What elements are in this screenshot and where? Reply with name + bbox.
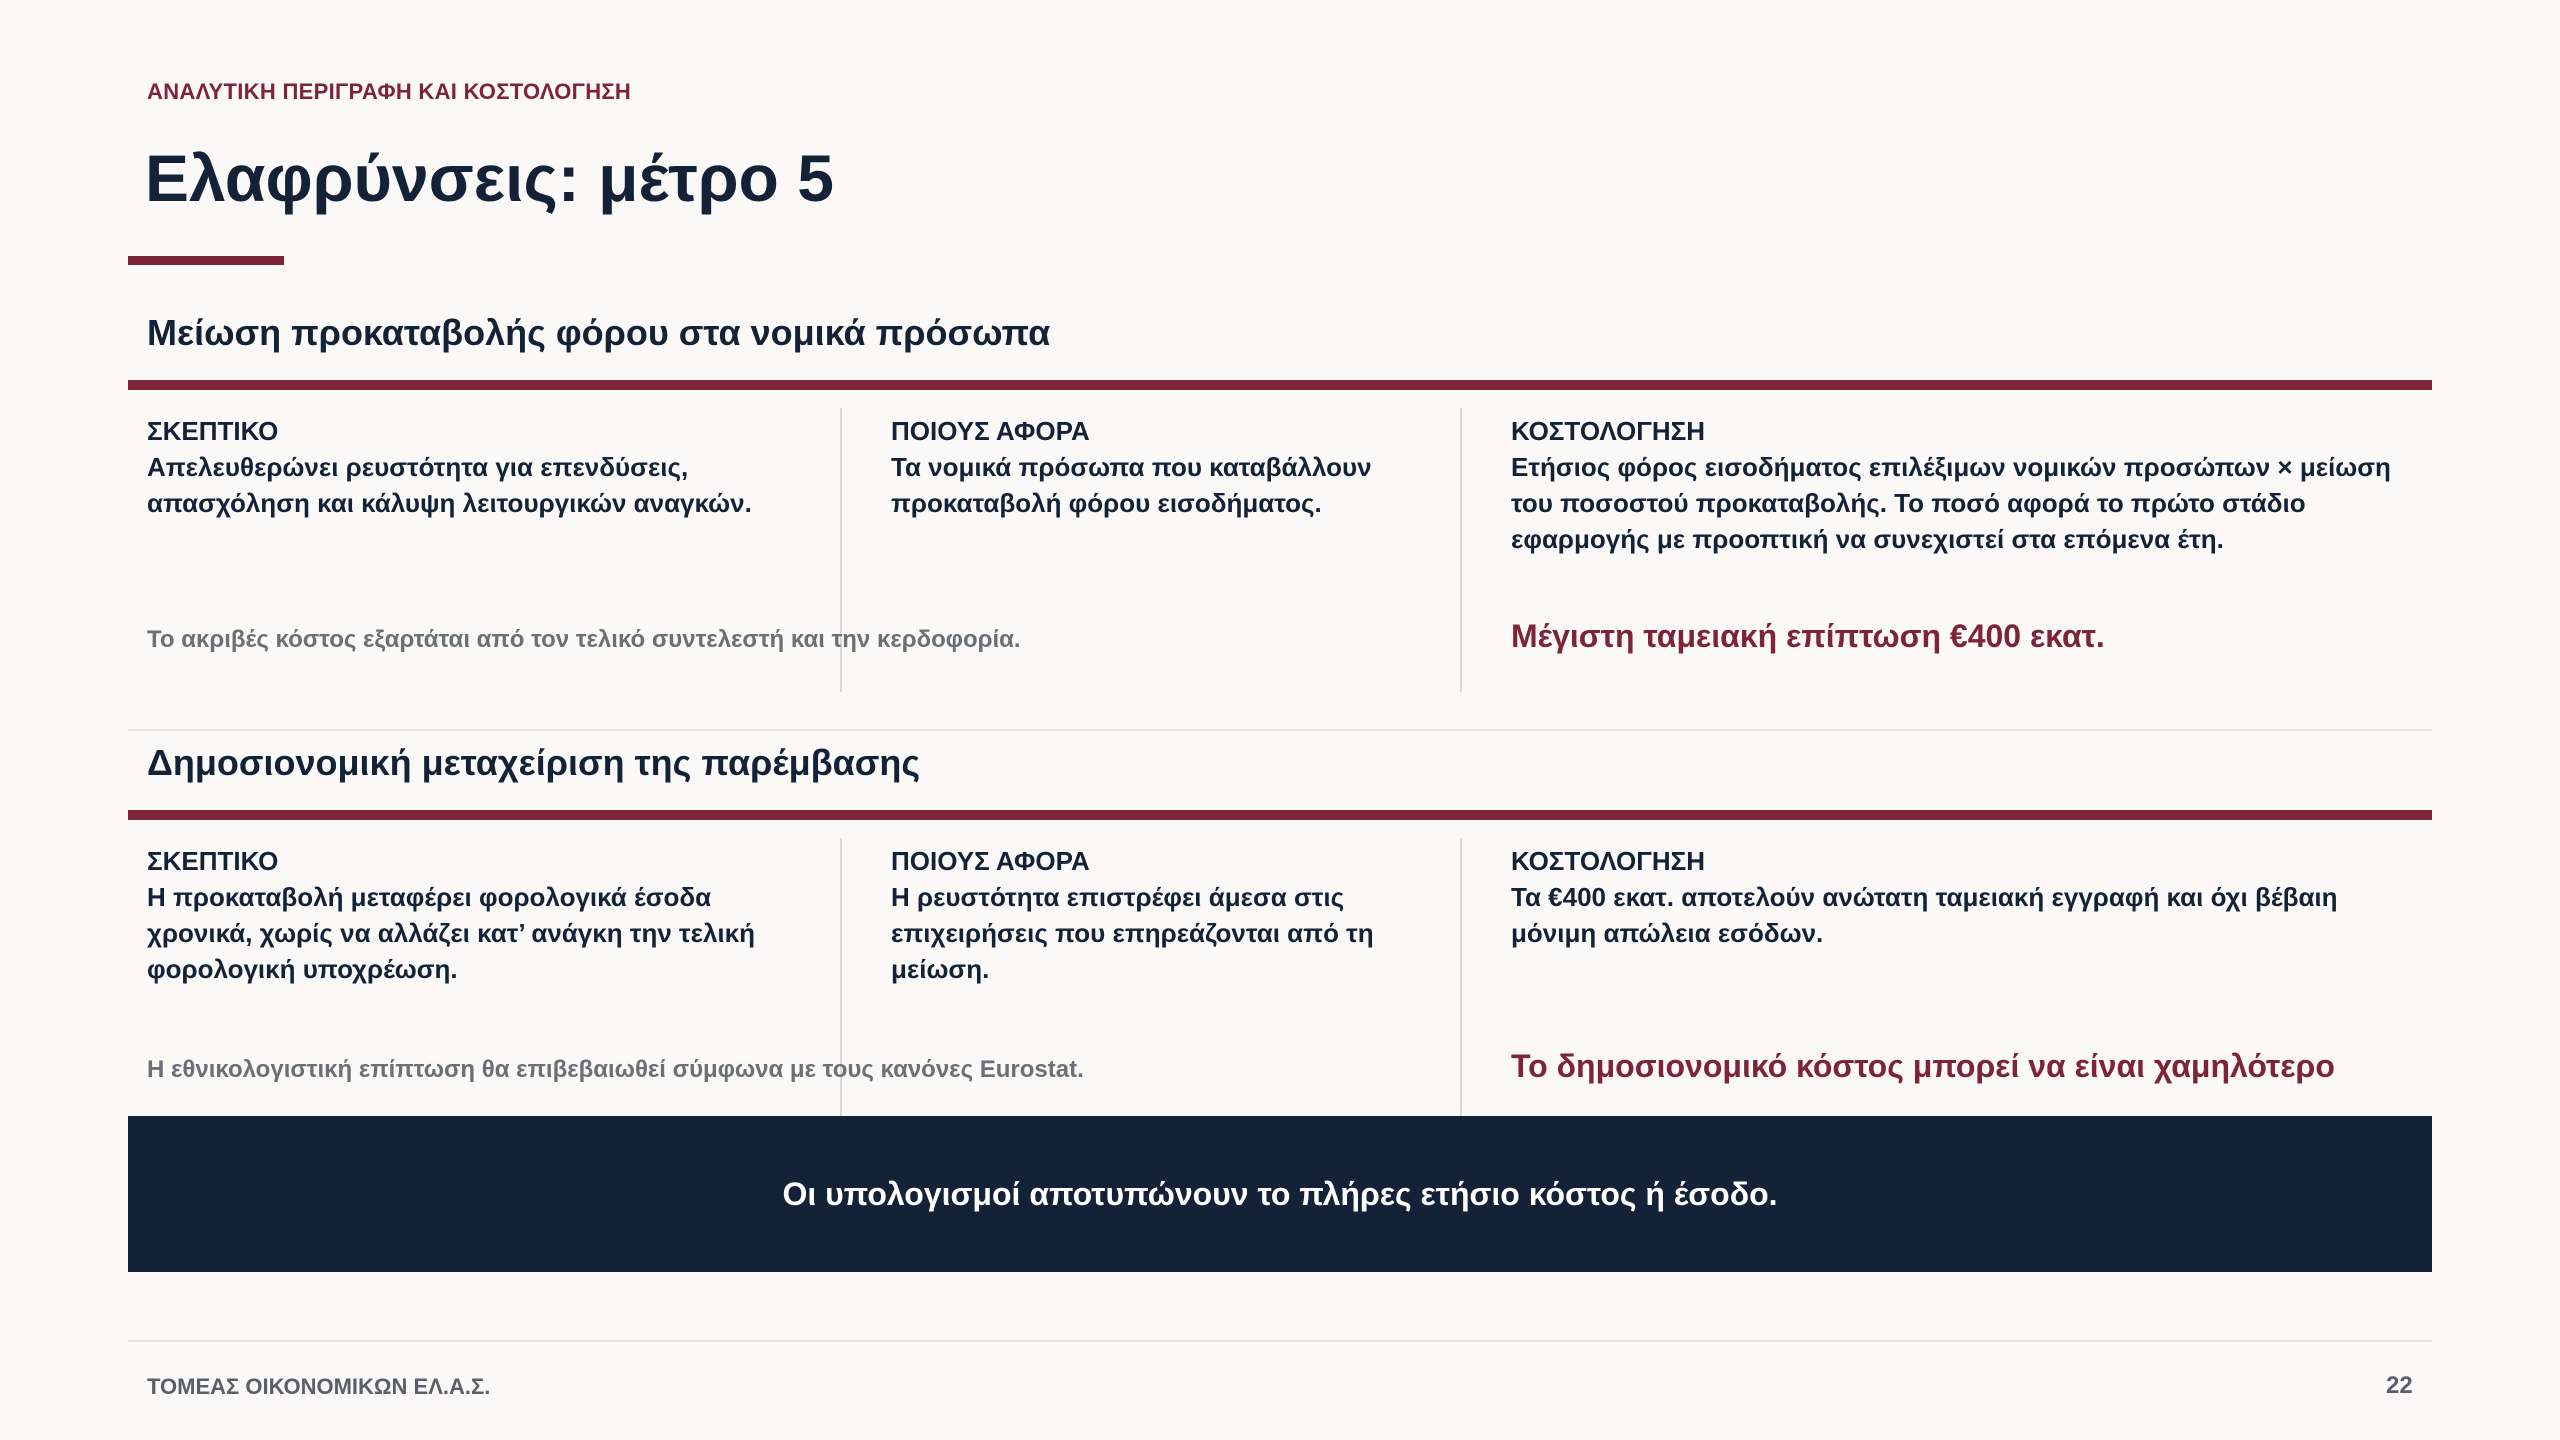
rationale-column — [147, 416, 807, 521]
column-label: ΣΚΕΠΤΙΚΟ — [147, 416, 279, 446]
column-text: Η προκαταβολή μεταφέρει φορολογικά έσοδα χρονικά, χωρίς να αλλάζει κατ’ ανάγκη την τελική φορολογική υποχρέωση. — [147, 882, 756, 984]
banner-text: Οι υπολογισμοί αποτυπώνουν το πλήρες ετήσιο κόστος ή έσοδο. — [782, 1175, 1778, 1212]
column-label: ΚΟΣΤΟΛΟΓΗΣΗ — [1511, 416, 1705, 446]
title-accent-bar — [128, 256, 284, 265]
column-label: ΣΚΕΠΤΙΚΟ — [147, 846, 279, 876]
section-note: Το ακριβές κόστος εξαρτάται από τον τελικό συντελεστή και την κερδοφορία. — [147, 626, 1021, 653]
column-text: Ετήσιος φόρος εισοδήματος επιλέξιμων νομικών προσώπων × μείωση του ποσοστού προκαταβολής. Το ποσό αφορά το πρώτο στάδιο εφαρμογής με προοπτική να συνεχιστεί στα επόμενα έτη. — [1511, 452, 2391, 554]
footer-organization: ΤΟΜΕΑΣ ΟΙΚΟΝΟΜΙΚΩΝ ΕΛ.Α.Σ. — [147, 1374, 491, 1399]
page-title: Ελαφρύνσεις: μέτρο 5 — [145, 141, 834, 215]
affected-column — [891, 846, 1431, 987]
cost-highlight: Μέγιστη ταμειακή επίπτωση €400 εκατ. — [1511, 618, 2105, 654]
affected-column — [891, 416, 1431, 521]
page-number: 22 — [2386, 1372, 2413, 1399]
cost-highlight: Το δημοσιονομικό κόστος μπορεί να είναι χαμηλότερο — [1511, 1048, 2335, 1084]
rationale-column — [147, 846, 807, 987]
column-label: ΠΟΙΟΥΣ ΑΦΟΡΑ — [891, 846, 1090, 876]
column-divider — [1460, 838, 1462, 1116]
column-divider — [1460, 408, 1462, 692]
section-title: Μείωση προκαταβολής φόρου στα νομικά πρόσωπα — [147, 312, 1051, 353]
section-rule — [128, 380, 2432, 390]
costing-column — [1511, 846, 2411, 951]
section-title: Δημοσιονομική μεταχείριση της παρέμβασης — [147, 742, 921, 783]
column-text: Η ρευστότητα επιστρέφει άμεσα στις επιχειρήσεις που επηρεάζονται από τη μείωση. — [891, 882, 1374, 984]
column-text: Τα €400 εκατ. αποτελούν ανώτατη ταμειακή εγγραφή και όχι βέβαιη μόνιμη απώλεια εσόδων. — [1511, 882, 2338, 948]
section-note: Η εθνικολογιστική επίπτωση θα επιβεβαιωθεί σύμφωνα με τους κανόνες Eurostat. — [147, 1056, 1084, 1083]
section-divider — [128, 729, 2432, 731]
summary-banner — [128, 1116, 2432, 1272]
footer-divider — [128, 1340, 2432, 1342]
column-label: ΚΟΣΤΟΛΟΓΗΣΗ — [1511, 846, 1705, 876]
column-text: Απελευθερώνει ρευστότητα για επενδύσεις, απασχόληση και κάλυψη λειτουργικών αναγκών. — [147, 452, 752, 518]
column-text: Τα νομικά πρόσωπα που καταβάλλουν προκαταβολή φόρου εισοδήματος. — [891, 452, 1372, 518]
column-label: ΠΟΙΟΥΣ ΑΦΟΡΑ — [891, 416, 1090, 446]
section-rule — [128, 810, 2432, 820]
costing-column — [1511, 416, 2411, 557]
section-kicker: ΑΝΑΛΥΤΙΚΗ ΠΕΡΙΓΡΑΦΗ ΚΑΙ ΚΟΣΤΟΛΟΓΗΣΗ — [147, 79, 632, 104]
